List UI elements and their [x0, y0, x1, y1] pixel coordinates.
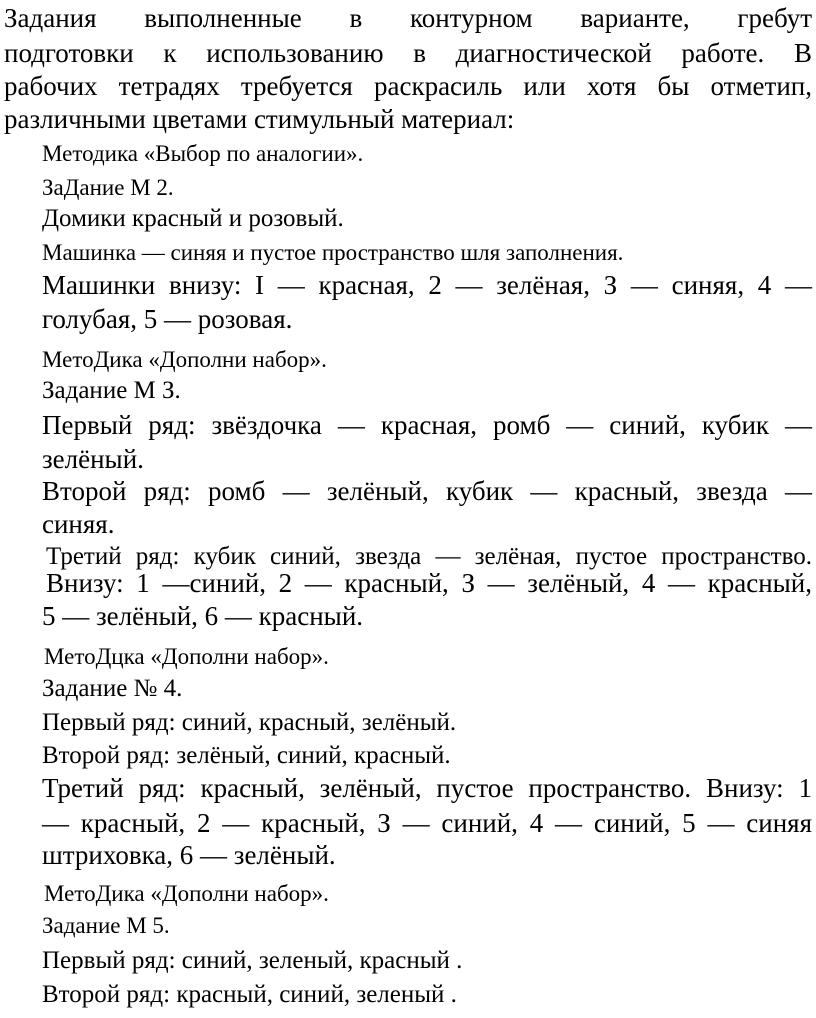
- instruction-line: Машинки внизу: I — красная, 2 — зелёная, З — синяя, 4 —: [42, 270, 812, 300]
- instruction-line: 5 — зелёный, 6 — красный.: [42, 601, 364, 631]
- instruction-line: Второй ряд: ромб — зелёный, кубик — красный, звезда —: [42, 476, 812, 506]
- instruction-line: Третий ряд: кубик синий, звезда — зелёная, пустое пространство.: [46, 543, 812, 570]
- instruction-line: Первый ряд: звёздочка — красная, ромб — синий, кубик —: [42, 410, 812, 440]
- instruction-line: Машинка — синяя и пустое пространство шля заполнения.: [42, 240, 624, 265]
- method-heading: МетоДцка «Дополни набор».: [44, 644, 329, 669]
- instruction-line: голубая, 5 — розовая.: [42, 304, 293, 334]
- method-heading: Методика «Выбор по аналогии».: [42, 141, 364, 166]
- method-heading: МетоДика «Дополни набор».: [44, 881, 329, 906]
- task-heading: Задание М З.: [42, 377, 181, 404]
- task-heading: ЗаДание М 2.: [42, 175, 174, 200]
- instruction-line: штриховка, 6 — зелёный.: [42, 840, 336, 870]
- instruction-line: Первый ряд: синий, красный, зелёный.: [42, 709, 457, 736]
- instruction-line: Второй ряд: зелёный, синий, красный.: [42, 742, 451, 769]
- paragraph-line-4: различными цветами стимульный материал:: [4, 104, 515, 134]
- instruction-line: синяя.: [42, 509, 115, 539]
- paragraph-line-1: Задания выполненные в контурном варианте, гребут: [4, 3, 812, 33]
- task-heading: Задание М 5.: [42, 913, 170, 938]
- instruction-line: Внизу: 1 —синий, 2 — красный, З — зелёный, 4 — красный,: [46, 568, 812, 598]
- instruction-line: Второй ряд: красный, синий, зеленый .: [42, 981, 457, 1008]
- task-heading: Задание № 4.: [42, 675, 183, 702]
- instruction-line: зелёный.: [42, 444, 144, 474]
- instruction-line: Первый ряд: синий, зеленый, красный .: [42, 947, 463, 974]
- method-heading: МетоДика «Дополни набор».: [42, 347, 327, 372]
- instruction-line: Третий ряд: красный, зелёный, пустое пространство. Внизу: 1: [42, 773, 812, 803]
- paragraph-line-3: рабочих тетрадях требуется раскрасиль или хотя бы отметип,: [4, 71, 812, 101]
- instruction-line: — красный, 2 — красный, З — синий, 4 — синий, 5 — синяя: [42, 808, 812, 838]
- paragraph-line-2: подготовки к использованию в диагностической работе. В: [4, 38, 812, 68]
- instruction-line: Домики красный и розовый.: [42, 205, 344, 232]
